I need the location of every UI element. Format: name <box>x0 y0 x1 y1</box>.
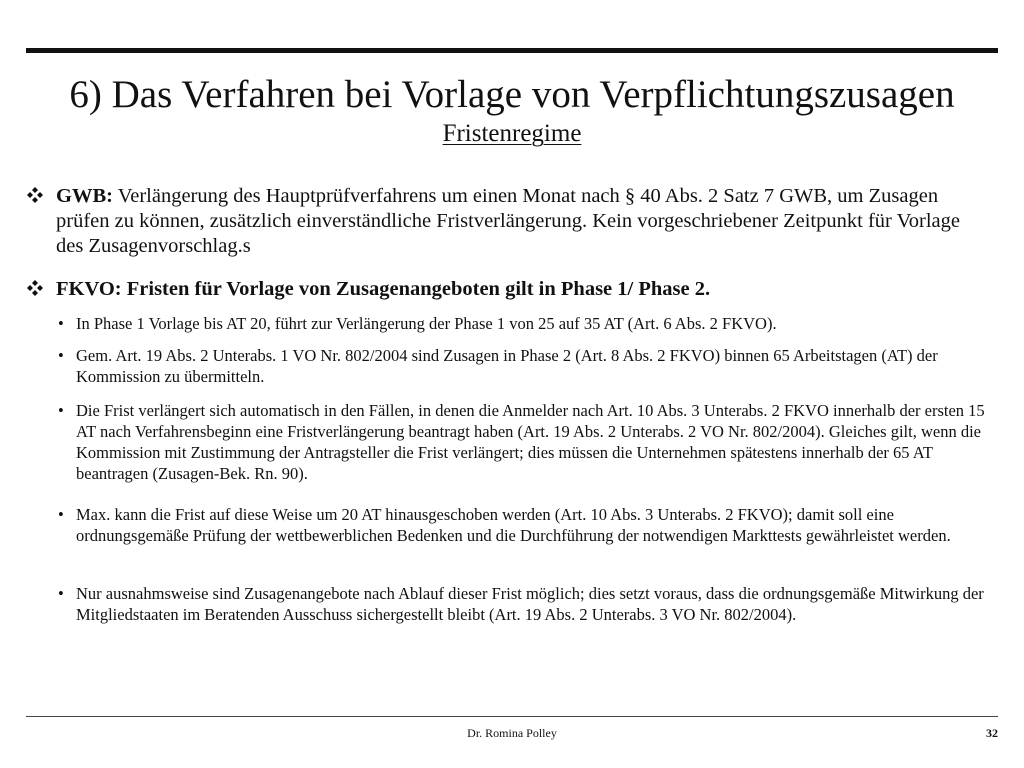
bullet-dot: • <box>58 584 64 603</box>
footer-rule <box>26 716 998 717</box>
main-bullet-body: Verlängerung des Hauptprüfverfahrens um einen Monat nach § 40 Abs. 2 Satz 7 GWB, um Zusagen prüfen zu können, zusätzlich einverständliche Fristverlängerung. Kein vorgeschriebener Zeitpunkt für Vorlage des Zusagenvorschlag.s <box>56 185 960 257</box>
main-bullet-bold: GWB: <box>56 185 113 207</box>
bullet-dot: • <box>58 314 64 333</box>
slide-subtitle <box>26 119 998 149</box>
page-number: 32 <box>986 726 998 740</box>
sub-bullet-text: In Phase 1 Vorlage bis AT 20, führt zur Verlängerung der Phase 1 von 25 auf 35 AT (Art. 6 Abs. 2 FKVO). <box>76 314 777 333</box>
sub-bullet-text: Nur ausnahmsweise sind Zusagenangebote nach Ablauf dieser Frist möglich; dies setzt voraus, dass die ordnungsgemäße Mitwirkung der Mitgliedstaaten im Beratenden Ausschuss sichergestellt bleibt (Art. 19 Abs. 2 Unterabs. 3 VO Nr. 802/2004). <box>76 584 984 624</box>
bullet-dot: • <box>58 401 64 420</box>
slide-title: 6) Das Verfahren bei Vorlage von Verpflichtungszusagen <box>69 73 955 116</box>
main-bullet-bold: FKVO: Fristen für Vorlage von Zusagenangeboten gilt in Phase 1/ Phase 2. <box>56 278 711 300</box>
bullet-dot: • <box>58 505 64 524</box>
slide-subtitle-text: Fristenregime <box>442 120 582 147</box>
sub-bullet-text: Die Frist verlängert sich automatisch in den Fällen, in denen die Anmelder nach Art. 10 Abs. 3 Unterabs. 2 FKVO innerhalb der ersten 15 AT nach Verfahrensbeginn eine Fristverlängerung beantragt haben (Art. 19 Abs. 2 Unterabs. 2 VO Nr. 802/2004). Gleiches gilt, wenn die Kommission mit Zustimmung der Antragsteller die Frist verlängert; dies müssen die Unternehmen spätestens innerhalb der 65 AT beantragen (Zusagen-Bek. Rn. 90). <box>76 401 985 483</box>
sub-bullet-text: Max. kann die Frist auf diese Weise um 20 AT hinausgeschoben werden (Art. 10 Abs. 3 Unterabs. 2 FKVO); damit soll eine ordnungsgemäße Prüfung der wettbewerblichen Bedenken und die Durchführung der notwendigen Markttests gewährleistet werden. <box>76 505 951 545</box>
sub-bullet-text: Gem. Art. 19 Abs. 2 Unterabs. 1 VO Nr. 802/2004 sind Zusagen in Phase 2 (Art. 8 Abs. 2 FKVO) binnen 65 Arbeitstagen (AT) der Kommission zu übermitteln. <box>76 346 938 386</box>
four-diamond-bullet-icon <box>26 279 44 297</box>
four-diamond-bullet-icon <box>26 186 44 204</box>
footer-author: Dr. Romina Polley <box>467 726 557 740</box>
bullet-dot: • <box>58 346 64 365</box>
top-rule <box>26 48 998 53</box>
main-bullet-text <box>56 184 991 259</box>
main-bullet-text <box>56 277 991 302</box>
